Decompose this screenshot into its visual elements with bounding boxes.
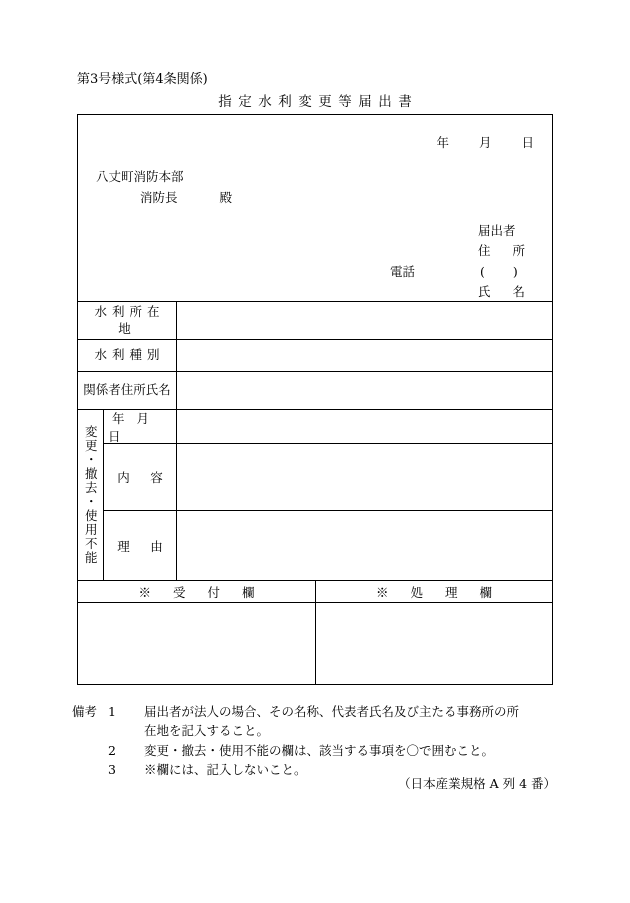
table-row-water-type [78, 340, 552, 372]
value-change-date[interactable] [177, 410, 552, 443]
value-water-type[interactable] [177, 340, 552, 371]
addressee-honorific: 殿 [219, 189, 233, 205]
date-year-label: 年 [436, 135, 449, 150]
submitter-phone-row [390, 262, 534, 282]
notes-list [72, 702, 562, 780]
paper-standard-note: （日本産業規格 A 列 4 番） [398, 776, 556, 791]
note-text: 届出者が法人の場合、その名称、代表者氏名及び主たる事務所の所 [144, 704, 520, 719]
note-number: 3 [108, 762, 116, 778]
header-processing-column: ※ 処 理 欄 [376, 584, 501, 600]
submitter-label: 届出者 [478, 223, 516, 238]
addressee-block [96, 167, 232, 208]
addressee-chief [96, 188, 232, 209]
notes-section [72, 702, 562, 791]
submitter-block [390, 221, 534, 302]
change-removal-unusable-group [78, 410, 552, 581]
form-table [77, 114, 553, 685]
submitter-name-label: 氏 名 [478, 283, 534, 299]
submitter-phone-label: 電話 [390, 263, 416, 279]
header-receipt-column: ※ 受 付 欄 [78, 581, 316, 602]
addressee-organization: 八丈町消防本部 [96, 169, 184, 184]
label-change-content: 内 容 [104, 444, 177, 510]
table-row-related-party [78, 372, 552, 410]
phone-close-paren: ) [512, 263, 518, 279]
submitter-address-label: 住 所 [478, 243, 534, 259]
notes-heading: 備考 [72, 704, 98, 719]
value-water-location[interactable] [177, 302, 552, 339]
note-number: 2 [108, 742, 116, 758]
value-related-party[interactable] [177, 372, 552, 409]
note-text: ※欄には、記入しないこと。 [144, 762, 307, 778]
value-receipt-column[interactable] [78, 603, 316, 684]
sub-row-content [104, 444, 552, 511]
value-change-content[interactable] [177, 444, 552, 510]
label-water-location: 水利所在地 [78, 302, 177, 339]
table-row-water-location [78, 302, 552, 340]
note-text-continued: 在地を記入すること。 [144, 723, 270, 739]
header-block [78, 115, 552, 302]
date-month-label: 月 [478, 135, 492, 150]
label-change-date: 年 月 日 [104, 410, 177, 443]
group-sub-rows [104, 410, 552, 580]
phone-open-paren: ( [480, 263, 485, 279]
label-related-party: 関係者住所氏名 [78, 372, 177, 409]
note-text: 変更・撤去・使用不能の欄は、該当する事項を〇で囲むこと。 [144, 742, 495, 758]
addressee-chief-title: 消防長 [140, 189, 178, 205]
note-item [72, 741, 562, 760]
sub-row-reason [104, 511, 552, 580]
submitter-phone-parens [478, 262, 518, 282]
label-change-removal-unusable: 変更・撤去・使用不能 [78, 410, 104, 580]
form-code: 第3号様式(第4条関係) [77, 72, 208, 87]
note-number: 1 [108, 704, 116, 719]
page-title: 指定水利変更等届出書 [218, 94, 419, 110]
receipt-processing-header-row [78, 581, 552, 603]
label-change-reason: 理 由 [104, 511, 177, 580]
value-processing-column[interactable] [316, 603, 552, 684]
sub-row-date [104, 410, 552, 444]
value-change-reason[interactable] [177, 511, 552, 580]
note-item [72, 702, 562, 741]
date-day-label: 日 [521, 135, 534, 150]
label-water-type: 水利種別 [78, 340, 177, 371]
date-line [436, 133, 534, 151]
receipt-processing-body-row [78, 603, 552, 684]
